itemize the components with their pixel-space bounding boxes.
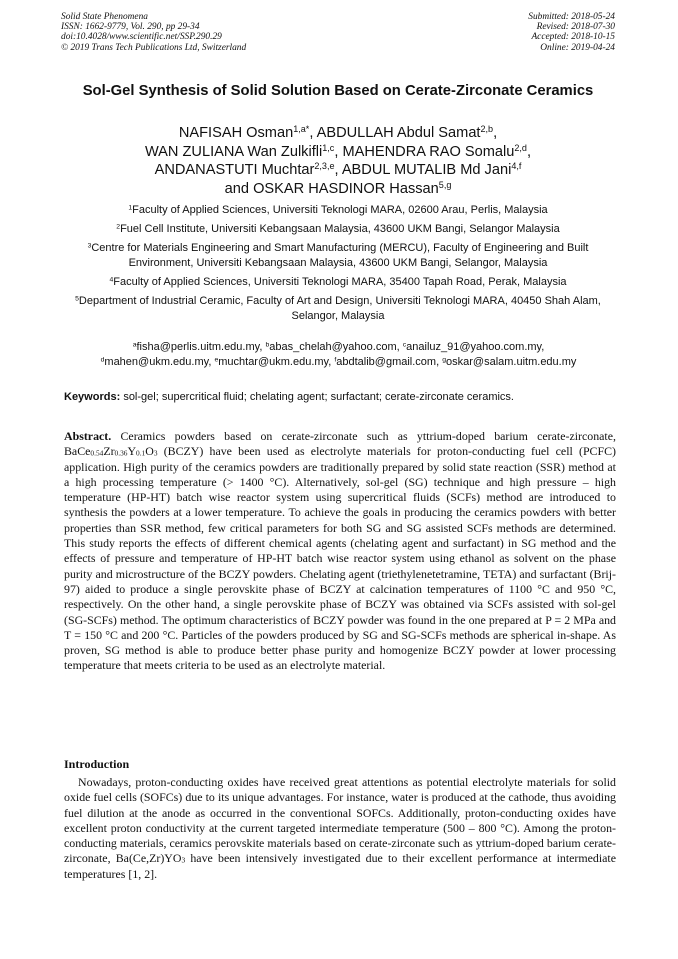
affiliation — [60, 275, 616, 290]
author-affiliation-mark: 5,g — [438, 179, 452, 190]
author-line — [60, 143, 616, 162]
email-mark: g — [442, 355, 447, 363]
email-list — [62, 340, 615, 369]
affiliation-text: Fuel Cell Institute, Universiti Kebangsaan Malaysia, 43600 UKM Bangi, Selangor Malaysia — [120, 223, 560, 236]
author-name: MAHENDRA RAO Somalu — [342, 143, 515, 160]
paper-title: Sol-Gel Synthesis of Solid Solution Based on Cerate-Zirconate Ceramics — [82, 83, 594, 99]
keywords-label: Keywords: — [64, 391, 121, 403]
author-separator: , — [334, 143, 343, 160]
abstract-label: Abstract. — [64, 429, 112, 443]
submitted-date: Submitted: 2018-05-24 — [528, 12, 615, 22]
email-mark: f — [334, 355, 337, 363]
author-name: OSKAR HASDINOR Hassan — [253, 180, 439, 197]
affiliation-text: Faculty of Applied Sciences, Universiti Teknologi MARA, 35400 Tapah Road, Perak, Malaysia — [113, 276, 567, 289]
author-name: ABDUL MUTALIB Md Jani — [341, 162, 512, 178]
email-address[interactable]: abas_chelah@yahoo.com — [269, 341, 397, 353]
author-affiliation-mark: 2,3,e — [314, 161, 335, 172]
author-line — [60, 161, 616, 180]
online-date: Online: 2019-04-24 — [540, 42, 615, 53]
author-line — [60, 124, 616, 143]
author-affiliation-mark: 2,d — [514, 142, 527, 153]
author-affiliation-mark: 1,c — [322, 142, 335, 153]
email-address[interactable]: anailuz_91@yahoo.com.my — [406, 341, 542, 353]
affiliation-number: 1 — [128, 204, 133, 212]
email-address[interactable]: abdtalib@gmail.com — [336, 355, 437, 368]
doi-line: doi:10.4028/www.scientific.net/SSP.290.29 — [61, 32, 222, 43]
intro-text: Nowadays, proton-conducting oxides have received great attentions as potential electrolyte materials for solid oxide fuel cells (SOFCs) due to its unique advantages. For instance, water is produced at the cathode, thus avoiding fuel dilution at the anode as occurred in the conventional SOFCs. Additionally, proton-conducting oxides have excellent proton conductivity at the current targeted intermediate temperature (500 – 800 °C). Among the proton-conducting materials, ceramics perovskite materials based on cerate-zirconate such as yttrium-doped barium cerate-zirconate, — [64, 775, 616, 866]
abstract — [64, 429, 616, 674]
author-connector: and — [224, 180, 249, 197]
date-info — [528, 12, 615, 53]
accepted-date: Accepted: 2018-10-15 — [531, 32, 615, 43]
affiliation-number: 3 — [87, 242, 92, 250]
section-heading-introduction: Introduction — [64, 757, 130, 771]
email-line: $^d$mahen@ukm.edu.my, $^e$muchtar@ukm.edu.my, $^f$abdtalib@gmail.com, $^g$oskar@salam.uitm.edu.my — [100, 355, 577, 368]
email-mark: c — [402, 341, 407, 349]
abstract-text: (BCZY) have been used as electrolyte materials for proton-conducting fuel cell (PCFC) application. High purity of the ceramics powders are traditionally prepared by solid state reaction (SSR) method at a high processing temperature (> 1400 °C). Alternatively, sol-gel (SG) technique and high pressure – high temperature (HP-HT) batch wise reactor system using supercritical fluids (SCFs) method are introduced to synthesis the powders at a lower temperature. To achieve the goals in producing the ceramics powders with better properties than SSR method, few critical parameters for both SG and SG assisted SCFs methods are determined. This study reports the effects of different chemical agents (chelating agent and surfactant) in SG method and the effects of pressure and temperature of HP-HT batch wise reactor system using ethanol as solvent on the phase purity and microstructure of the BCZY powders. Chelating agent (triethylenetetramine, TETA) and surfactant (Brij-97) aided to produce a single perovskite phase of BCZY at calcination temperatures of 1100 °C and 950 °C, respectively. On the other hand, a single perovskite phase of BCZY was obtained via SCFs assisted with sol-gel (SG-SCFs) method. The optimum characteristics of BCZY powder was found in the one prepared at P = 2 MPa and T = 150 °C and 200 °C. Particles of the powders produced by SG and SG-SCFs methods are spherical in-shape. As proven, SG method is able to produce better phase purity and homogenize BCZY powder at lower processing temperature that meets criteria to be used as an electrolyte material. — [64, 444, 616, 673]
affiliation-number: 2 — [116, 223, 121, 231]
author-name: NAFISAH Osman — [178, 125, 294, 141]
email-address[interactable]: fisha@perlis.uitm.edu.my — [136, 341, 260, 353]
abstract-text: Ceramics powders based on cerate-zirconate such as yttrium-doped barium cerate-zirconate, — [120, 429, 616, 443]
author-separator: , — [493, 125, 498, 141]
author-line — [60, 180, 616, 199]
issn-line: ISSN: 1662-9779, Vol. 290, pp 29-34 — [61, 22, 200, 33]
bczy-formula: $BaCe_{0.54}Zr_{0.36}Y_{0.1}O_3$ — [64, 444, 158, 459]
affiliation — [60, 222, 616, 237]
email-address[interactable]: mahen@ukm.edu.my — [104, 355, 209, 368]
introduction-paragraph — [64, 775, 616, 882]
keywords — [64, 390, 616, 404]
affiliation — [60, 203, 616, 218]
author-name: ABDULLAH Abdul Samat — [316, 125, 481, 141]
email-address[interactable]: muchtar@ukm.edu.my — [218, 355, 329, 368]
author-separator: , — [309, 125, 317, 141]
affiliation-number: 5 — [75, 295, 79, 303]
author-separator: , — [334, 162, 342, 178]
affiliation — [60, 294, 616, 323]
author-name: WAN ZULIANA Wan Zulkifli — [144, 143, 323, 160]
author-affiliation-mark: 2,b — [480, 124, 494, 135]
affiliation-text: Centre for Materials Engineering and Smart Manufacturing (MERCU), Faculty of Engineering and Built Environment, Universiti Kebangsaan Malaysia, 43600 UKM Bangi, Selangor, Malaysia — [91, 242, 589, 269]
copyright-line: © 2019 Trans Tech Publications Ltd, Switzerland — [61, 42, 247, 53]
email-mark: e — [214, 355, 219, 363]
affiliation — [60, 241, 616, 270]
revised-date: Revised: 2018-07-30 — [536, 22, 615, 33]
affiliation-list — [60, 203, 616, 328]
email-address[interactable]: oskar@salam.uitm.edu.my — [446, 355, 577, 368]
author-list — [60, 124, 616, 198]
keywords-text: sol-gel; supercritical fluid; chelating agent; surfactant; cerate-zirconate ceramics. — [123, 391, 514, 403]
email-mark: d — [100, 355, 105, 363]
email-mark: a — [132, 341, 137, 349]
journal-info — [61, 12, 246, 53]
journal-name: Solid State Phenomena — [61, 12, 148, 22]
author-affiliation-mark: 1,a* — [293, 124, 310, 135]
affiliation-number: 4 — [109, 276, 114, 284]
affiliation-text: Department of Industrial Ceramic, Faculty of Art and Design, Universiti Teknologi MARA, 40450 Shah Alam, Selangor, Malaysia — [78, 295, 601, 322]
author-affiliation-mark: 4,f — [511, 161, 522, 172]
author-name: ANDANASTUTI Muchtar — [154, 162, 315, 178]
email-line: $^a$fisha@perlis.uitm.edu.my, $^b$abas_chelah@yahoo.com, $^c$anailuz_91@yahoo.com.my, — [132, 341, 545, 353]
affiliation-text: Faculty of Applied Sciences, Universiti Teknologi MARA, 02600 Arau, Perlis, Malaysia — [132, 204, 548, 216]
intro-formula: $Ba(Ce,Zr)YO_3$ — [115, 851, 186, 866]
intro-text: have been intensively investigated due to their excellent performance at intermediate temperatures [1, 2]. — [64, 851, 616, 881]
email-mark: b — [265, 341, 270, 349]
author-separator: , — [526, 143, 532, 160]
